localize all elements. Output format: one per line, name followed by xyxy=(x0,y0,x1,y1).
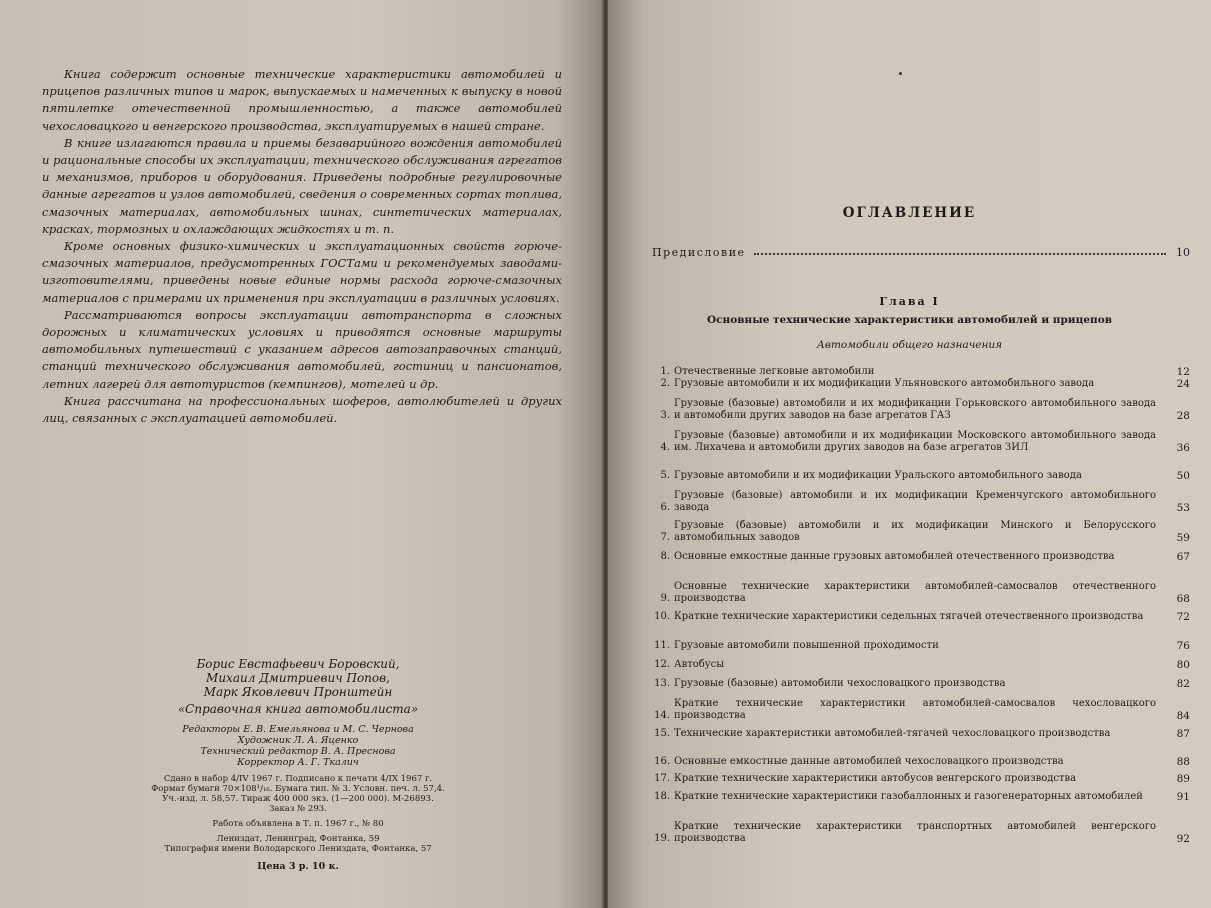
print-line: Формат бумаги 70×108¹/₁₆. Бумага тип. № 3. Условн. печ. л. 57,4. xyxy=(151,784,445,794)
book-title: «Справочная книга автомобилиста» xyxy=(177,702,419,716)
toc-entry-page: 59 xyxy=(1176,532,1190,544)
credit-line: Художник Л. А. Яценко xyxy=(237,735,359,746)
toc-entry xyxy=(646,490,1190,514)
toc-entry-title: Технические характеристики автомобилей-тягачей чехословацкого производства xyxy=(674,728,1111,739)
toc-entry-title: Грузовые (базовые) автомобили и их модификации Горьковского автомобильного завода и автомобили других заводов на базе агрегатов ГАЗ xyxy=(674,398,1156,421)
toc-entry xyxy=(646,773,1190,785)
dot-leader xyxy=(754,246,1166,255)
toc-entry-number: 5. xyxy=(660,470,670,481)
section-title: Автомобили общего назначения xyxy=(816,339,1003,351)
toc-entry-number: 16. xyxy=(654,756,670,767)
toc-entry-number: 17. xyxy=(654,773,670,784)
toc-entry xyxy=(646,430,1190,454)
toc-entry-title: Краткие технические характеристики автомобилей-самосвалов чехословацкого производства xyxy=(674,698,1156,721)
toc-entry xyxy=(646,821,1190,845)
toc-entry-title: Краткие технические характеристики автобусов венгерского производства xyxy=(674,773,1077,784)
toc-entry xyxy=(646,551,1190,563)
toc-entry-title: Основные емкостные данные автомобилей чехословацкого производства xyxy=(674,756,1064,767)
toc-entry-title: Автобусы xyxy=(674,659,725,670)
author-name: Марк Яковлевич Пронштейн xyxy=(203,685,393,699)
toc-entry xyxy=(646,470,1190,482)
toc-entry-page: 92 xyxy=(1176,833,1190,845)
toc-entry-number: 10. xyxy=(654,611,670,622)
preface-title: Предисловие xyxy=(652,246,746,259)
toc-entry xyxy=(646,378,1190,390)
toc-entry-title: Основные технические характеристики автомобилей-самосвалов отечественного производства xyxy=(674,581,1156,604)
credit-line: Технический редактор В. А. Преснова xyxy=(200,746,396,757)
print-line: Работа объявлена в Т. п. 1967 г., № 80 xyxy=(212,819,384,829)
toc-entry xyxy=(646,659,1190,671)
toc-entry-number: 13. xyxy=(654,678,670,689)
toc-entry xyxy=(646,678,1190,690)
toc-entry-title: Грузовые (базовые) автомобили и их модификации Минского и Белорусского автомобильных заводов xyxy=(674,520,1156,543)
toc-entry-page: 53 xyxy=(1176,502,1190,514)
intro-paragraph: Кроме основных физико-химических и эксплуатационных свойств горюче-смазочных материалов, предусмотренных ГОСТами и рекомендуемых заводами-изготовителями, приведены новые единые нормы расхода горюче-смазочных материалов с примерами их применения при эксплуатации в различных условиях. xyxy=(42,239,562,305)
toc-entry-page: 91 xyxy=(1176,791,1190,803)
toc-entry-title: Грузовые автомобили повышенной проходимости xyxy=(674,640,939,651)
toc-entry-page: 88 xyxy=(1176,756,1190,768)
toc-entry-page: 50 xyxy=(1176,470,1190,482)
toc-entry-number: 2. xyxy=(660,378,670,389)
toc-entry-number: 11. xyxy=(654,640,670,651)
toc-entry-title: Грузовые (базовые) автомобили и их модификации Московского автомобильного завода им. Лихачева и автомобили других заводов на базе агрегатов ЗИЛ xyxy=(674,430,1156,453)
toc-entry xyxy=(646,611,1190,623)
toc-entry xyxy=(646,791,1190,803)
toc-entry-page: 24 xyxy=(1176,378,1190,390)
toc-entry-page: 72 xyxy=(1176,611,1190,623)
toc-entry-number: 12. xyxy=(654,659,670,670)
toc-entry-page: 80 xyxy=(1176,659,1190,671)
toc-entry-page: 36 xyxy=(1176,442,1190,454)
print-details xyxy=(118,774,478,854)
print-line: Уч.-изд. л. 58,57. Тираж 400 000 экз. (1—200 000). М-26893. xyxy=(162,794,434,804)
author-name: Михаил Дмитриевич Попов, xyxy=(206,671,390,685)
toc-entry-title: Грузовые автомобили и их модификации Уральского автомобильного завода xyxy=(674,470,1082,481)
toc-entry xyxy=(646,581,1190,605)
toc-entry-page: 28 xyxy=(1176,410,1190,422)
intro-paragraph: Книга содержит основные технические характеристики автомобилей и прицепов различных типов и марок, выпускаемых и намеченных к выпуску в новой пятилетке отечественной промышленностью, а также автомобилей чехословацкого и венгерского производства, эксплуатируемых в нашей стране. xyxy=(42,67,562,133)
toc-entry xyxy=(646,698,1190,722)
toc-entry xyxy=(646,640,1190,652)
toc-entry-title: Грузовые (базовые) автомобили чехословацкого производства xyxy=(674,678,1006,689)
toc-entry-number: 3. xyxy=(660,410,670,421)
toc-entry xyxy=(646,366,1190,378)
intro-paragraph: В книге излагаются правила и приемы безаварийного вождения автомобилей и рациональные способы их эксплуатации, технического обслуживания агрегатов и механизмов, приборов и оборудования. Приведены подробные регулировочные данные агрегатов и узлов автомобилей, сведения о современных сортах топлива, смазочных материалах, автомобильных шинах, синтетических материалах, красках, тормозных и охлаждающих жидкостях и т. п. xyxy=(42,135,562,236)
toc-entry-page: 84 xyxy=(1176,710,1190,722)
toc-entry-page: 12 xyxy=(1176,366,1190,378)
intro-paragraph: Рассматриваются вопросы эксплуатации автотранспорта в сложных дорожных и климатических условиях и приводятся основные маршруты автомобильных путешествий с указанием адресов автозаправочных станций, станций технического обслуживания автомобилей, гостиниц и пансионатов, летних лагерей для автотуристов (кемпингов), мотелей и др. xyxy=(42,307,562,391)
print-line: Типография имени Володарского Лениздата, Фонтанка, 57 xyxy=(164,844,432,854)
toc-entry-title: Краткие технические характеристики газобаллонных и газогенераторных автомобилей xyxy=(674,791,1143,802)
toc-entry-title: Краткие технические характеристики транспортных автомобилей венгерского производства xyxy=(674,821,1156,844)
toc-entry-page: 89 xyxy=(1176,773,1190,785)
author-name: Борис Евстафьевич Боровский, xyxy=(196,657,400,671)
toc-entry-number: 15. xyxy=(654,728,670,739)
toc-entry-number: 18. xyxy=(654,791,670,802)
toc-entry-number: 14. xyxy=(654,710,670,721)
preface-page: 10 xyxy=(1176,246,1190,259)
chapter-label: Глава I xyxy=(879,295,940,308)
toc-entry-title: Краткие технические характеристики седельных тягачей отечественного производства xyxy=(674,611,1144,622)
toc-heading: ОГЛАВЛЕНИЕ xyxy=(842,205,977,221)
intro-paragraph: Книга рассчитана на профессиональных шоферов, автолюбителей и других лиц, связанных с эксплуатацией автомобилей. xyxy=(42,393,562,426)
authors xyxy=(118,657,478,699)
toc-preface-row xyxy=(652,246,1190,259)
toc-entry-number: 1. xyxy=(660,366,670,377)
toc-entry-number: 19. xyxy=(654,833,670,844)
credits xyxy=(118,724,478,768)
toc-entry-page: 76 xyxy=(1176,640,1190,652)
toc-entry-number: 8. xyxy=(660,551,670,562)
toc-entry-number: 4. xyxy=(660,442,670,453)
toc-entry-title: Грузовые автомобили и их модификации Ульяновского автомобильного завода xyxy=(674,378,1095,389)
chapter-title: Основные технические характеристики автомобилей и прицепов xyxy=(706,314,1112,326)
print-line: Сдано в набор 4/IV 1967 г. Подписано к печати 4/IX 1967 г. xyxy=(163,774,433,784)
credit-line: Редакторы Е. В. Емельянова и М. С. Чернова xyxy=(182,724,414,735)
print-line: Лениздат, Ленинград, Фонтанка, 59 xyxy=(216,834,380,844)
toc-entry-page: 87 xyxy=(1176,728,1190,740)
toc-entry xyxy=(646,728,1190,740)
toc-entry-page: 68 xyxy=(1176,593,1190,605)
toc-entry-title: Отечественные легковые автомобили xyxy=(674,366,875,377)
toc-entry-title: Основные емкостные данные грузовых автомобилей отечественного производства xyxy=(674,551,1115,562)
toc-entry xyxy=(646,756,1190,768)
annotation-text xyxy=(42,66,562,427)
print-speck xyxy=(899,72,902,75)
toc-entry xyxy=(646,398,1190,422)
right-page xyxy=(608,0,1211,908)
toc-entry-number: 6. xyxy=(660,502,670,513)
imprint-block xyxy=(118,657,478,873)
toc-entry-page: 82 xyxy=(1176,678,1190,690)
toc-entry-number: 7. xyxy=(660,532,670,543)
print-line: Заказ № 293. xyxy=(269,804,327,814)
toc-entry-title: Грузовые (базовые) автомобили и их модификации Кременчугского автомобильного завода xyxy=(674,490,1156,513)
toc-entry-number: 9. xyxy=(660,593,670,604)
credit-line: Корректор А. Г. Ткалич xyxy=(237,757,359,768)
toc-entry-page: 67 xyxy=(1176,551,1190,563)
toc-entry xyxy=(646,520,1190,544)
left-page xyxy=(0,0,604,908)
price: Цена 3 р. 10 к. xyxy=(257,861,339,872)
